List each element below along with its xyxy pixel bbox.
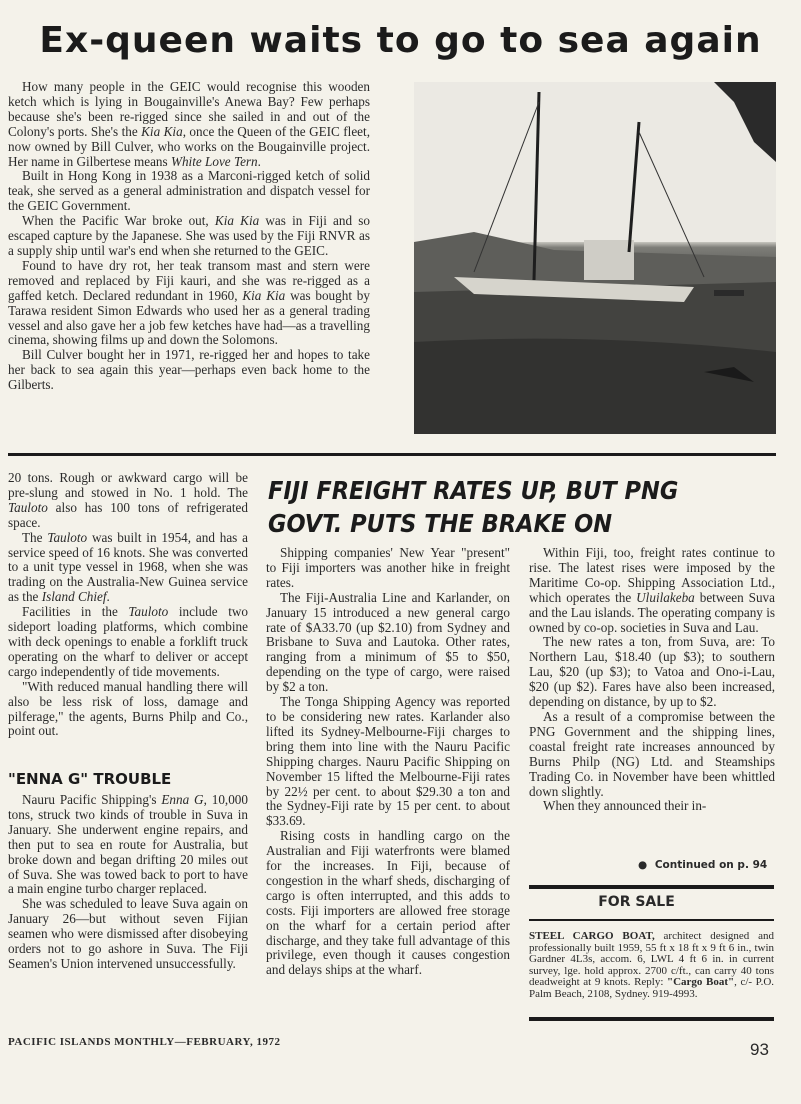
text-run: . [257,153,261,169]
freight-story-col-2 [529,546,775,814]
text-run: 20 tons. Rough or awkward cargo will be pre-slung and stowed in No. 1 hold. The [8,470,248,500]
paragraph [8,680,248,740]
enna-g-subheading: "ENNA G" TROUBLE [8,770,172,788]
for-sale-ad [529,931,774,1001]
paragraph [8,471,248,531]
italic-name: Uluilakeba [636,589,695,605]
paragraph [8,348,370,393]
text-run: also has 100 tons of refrigerated space. [8,499,248,530]
freight-headline-line-2: GOVT. PUTS THE BRAKE ON [268,509,613,538]
for-sale-tail: , c/- P.O. Palm Beach, 2108, Sydney. 919-4993. [529,976,775,1000]
text-run: Shipping companies' New Year "present" to Fiji importers was another hike in freight rates. [266,545,510,590]
paragraph [8,897,248,972]
freight-headline [268,474,788,540]
italic-name: Tauloto [128,604,169,620]
text-run: , once the Queen of the GEIC fleet, now owned by Bill Culver, who works on the Bougainville project. Her name in Gilbertese means [8,123,371,169]
paragraph [8,531,248,606]
paragraph [266,546,510,591]
paragraph [266,695,510,829]
top-story-text [8,80,370,393]
paragraph [529,710,775,799]
paragraph [266,591,510,695]
paragraph [8,605,248,680]
paragraph [8,214,370,259]
paragraph [8,169,370,214]
text-run: "With reduced manual handling there will also be less risk of loss, damage and pilferage," the agents, Burns Philp and Co., point out. [8,678,248,739]
text-run: . [106,589,110,605]
text-run: When they announced their in- [543,798,707,814]
for-sale-body: architect designed and professionally built 1959, 55 ft x 18 ft x 9 ft 6 in., twin Gardner 4L3s, accom. 6, LWL 4 ft 6 in. in current survey, lge. hold approx. 2700 c/ft., can carry 40 tons deadweight at 9 knots. Reply: [529,930,774,989]
text-run: The Tonga Shipping Agency was reported to be considering new rates. Karlander also lifted its Sydney-Melbourne-Fiji charges to bring them into line with the Nauru Pacific Shipping charges. Nauru Pacific Shipping on November 15 lifted the Melbourne-Fiji rates by 22½ per cent. to about $29.30 a ton and the Sydney-Fiji rate by 15 per cent. to about $33.69. [266,694,510,829]
filled-circle-icon: ● [638,859,648,871]
paragraph [529,546,775,635]
text-run: How many people in the GEIC would recognise this wooden ketch which is lying in Bougainville's Anewa Bay? Few perhaps because she's been re-rigged since she sailed in and out of the Colony's ports. She's the [8,79,370,139]
continued-note [638,859,778,871]
text-run: The [22,529,48,545]
tauloto-story-text [8,471,248,739]
paragraph [529,635,775,710]
page-headline: Ex-queen waits to go to sea again [39,20,762,61]
text-run: was bought by Tarawa resident Simon Edwards who used her as a general trading vessel and also gave her a job few ketches have had—as a travelling cinema, showing films up and down the Solomons. [8,287,370,348]
paragraph [8,259,370,348]
italic-name: Kia Kia [214,213,260,229]
text-run: , 10,000 tons, struck two kinds of trouble in Suva in January. She underwent engine repairs, and then put to sea en route for Australia, but broke down and began drifting 20 miles out of Suva. She was towed back to port to have a main engine turbo charger replaced. [8,792,248,897]
paragraph [8,793,248,897]
text-run: Found to have dry rot, her teak transom mast and stern were removed and replaced by Fiji kauri, and she was re-rigged as a gaffed ketch. Declared redundant in 1960, [8,257,370,303]
ketch-illustration [414,82,776,434]
text-run: Nauru Pacific Shipping's [22,792,162,807]
italic-name: Enna G [161,792,204,807]
freight-headline-line-1: FIJI FREIGHT RATES UP, BUT PNG [268,476,679,505]
text-run: The Fiji-Australia Line and Karlander, on January 15 introduced a new general cargo rate of $A33.70 (up $2.10) from Sydney and Brisbane to Suva and Lautoka. Other rates, ranging from a minimum of $5 to $50, depending on the type of cargo, were raised by $2 a ton. [266,589,510,695]
for-sale-rule-mid [529,919,774,921]
text-run: As a result of a compromise between the PNG Government and the shipping lines, coastal freight rate increases announced by Burns Philp (NG) Ltd. and Steamships Trading Co. in November have been whittled down slightly. [529,708,775,799]
page-number: 93 [750,1040,769,1059]
italic-name: Kia Kia [141,123,183,139]
text-run: She was scheduled to leave Suva again on January 26—but without seven Fijian seamen who were dismissed after disobeying orders not to go ashore in Suva. The Fiji Seamen's Union intervened unsuccessfully. [8,896,248,971]
text-run: include two sideport loading platforms, which combine with deck openings to enable a forklift truck operating on the wharf to deliver or accept cargo independently of tide movements. [8,604,248,679]
freight-story-col-1 [266,546,510,978]
text-run: was in Fiji and so escaped capture by the Japanese. She was used by the Fiji RNVR as a supply ship until war's end when she returned to the GEIC. [8,213,370,258]
page-footer: PACIFIC ISLANDS MONTHLY—FEBRUARY, 1972 [8,1036,281,1048]
ketch-photo [414,82,776,434]
enna-g-story-text [8,793,248,972]
paragraph [8,80,370,169]
text-run: When the Pacific War broke out, [22,213,215,229]
for-sale-title: FOR SALE [598,894,675,910]
italic-name: Tauloto [8,499,48,515]
for-sale-rule-bottom [529,1017,774,1021]
text-run: Facilities in the [22,604,129,620]
text-run: Built in Hong Kong in 1938 as a Marconi-rigged ketch of solid teak, she served as a general administration and dispatch vessel for the GEIC Government. [8,168,370,214]
text-run: Within Fiji, too, freight rates continue to rise. The latest rises were imposed by the Maritime Co-op. Shipping Association Ltd., which operates the [529,545,775,605]
italic-name: Kia Kia [242,287,286,303]
paragraph [529,799,775,814]
paragraph [266,829,510,978]
section-divider [8,453,776,456]
text-run: between Suva and the Lau islands. The operating company is owned by co-op. societies in Suva and Lau. [529,589,775,635]
for-sale-rule-top [529,885,774,889]
for-sale-lead: STEEL CARGO BOAT, [529,930,655,942]
text-run: The new rates a ton, from Suva, are: To Northern Lau, $18.40 (up $3); to southern Lau, $20 (up $3); to Vatoa and Ono-i-Lau, $20 (up $2). Fares have also been increased, depending on distance, by up to $2. [529,634,775,710]
italic-name: White Love Tern [170,153,258,169]
italic-name: Island Chief [41,589,107,605]
text-run: Rising costs in handling cargo on the Australian and Fiji waterfronts were blamed for the increases. In Fiji, because of congestion in the wharf sheds, discharging of cargo is often interrupted, and this adds to costs. Fiji importers are allowed free storage on the wharf for a certain period after discharge, and they take full advantage of this privilege, even though it causes congestion and delays ships at the wharf. [266,828,510,978]
continued-text: Continued on p. 94 [654,859,768,871]
text-run: Bill Culver bought her in 1971, re-rigged her and hopes to take her back to sea again this year—perhaps even back home to the Gilberts. [8,347,370,393]
text-run: was built in 1954, and has a service speed of 16 knots. She was converted to a unit type vessel in 1968, when she was trading on the Australia-New Guinea service as the [8,529,248,605]
for-sale-reply: "Cargo Boat" [667,976,735,989]
italic-name: Tauloto [47,529,88,545]
